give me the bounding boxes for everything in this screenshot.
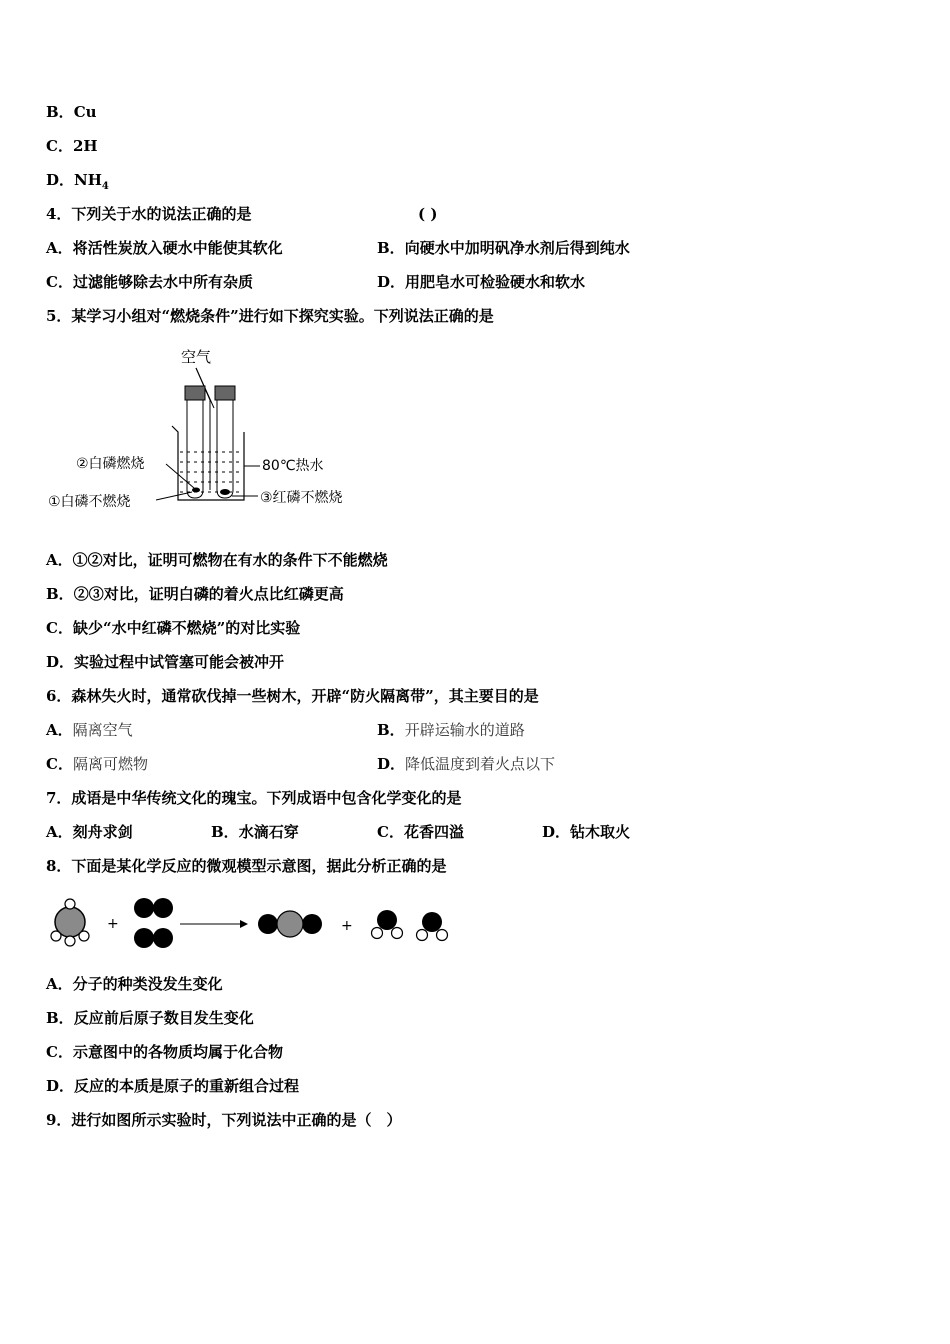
q4-option-c[interactable]: C．过滤能够除去水中所有杂质: [46, 273, 253, 291]
q8-option-a[interactable]: A．分子的种类没发生变化: [46, 975, 223, 993]
q7-option-b[interactable]: B．水滴石穿: [211, 823, 299, 841]
q6-option-d[interactable]: D．降低温度到着火点以下: [377, 755, 556, 773]
q4-option-d[interactable]: D．用肥皂水可检验硬水和软水: [377, 273, 586, 291]
q9-stem: 9．进行如图所示实验时，下列说法中正确的是（ ）: [46, 1111, 402, 1129]
q5-stem: 5．某学习小组对“燃烧条件”进行如下探究实验。下列说法正确的是: [46, 307, 494, 325]
plus-sign-2: +: [341, 918, 353, 934]
q6-option-b[interactable]: B．开辟运输水的道路: [377, 721, 525, 739]
reaction-micro-model-figure: [44, 892, 464, 960]
q5-option-a[interactable]: A．①②对比，证明可燃物在有水的条件下不能燃烧: [46, 551, 388, 569]
label-hot-water: 80℃热水: [262, 458, 324, 474]
q7-option-d[interactable]: D．钻木取火: [542, 823, 631, 841]
red-phosphorus: [220, 489, 230, 495]
q6-option-a[interactable]: A．隔离空气: [46, 721, 133, 739]
q4-answer-paren: ( ): [418, 205, 438, 223]
q6-options-row1: [46, 720, 906, 740]
q3-option-b[interactable]: B．Cu: [46, 103, 97, 121]
q5-option-d[interactable]: D．实验过程中试管塞可能会被冲开: [46, 653, 285, 671]
label-white-phosphorus-burning: ②白磷燃烧: [76, 456, 145, 472]
product-molecule-1: [258, 911, 322, 937]
q8-stem: 8．下面是某化学反应的微观模型示意图，据此分析正确的是: [46, 857, 447, 875]
white-phosphorus-in-water: [192, 488, 200, 493]
q4-option-a[interactable]: A．将活性炭放入硬水中能使其软化: [46, 239, 283, 257]
q7-option-a[interactable]: A．刻舟求剑: [46, 823, 133, 841]
q4-stem: 4．下列关于水的说法正确的是 ( ): [46, 205, 438, 223]
q5-option-b[interactable]: B．②③对比，证明白磷的着火点比红磷更高: [46, 585, 344, 603]
q5-option-c[interactable]: C．缺少“水中红磷不燃烧”的对比实验: [46, 619, 301, 637]
q8-option-b[interactable]: B．反应前后原子数目发生变化: [46, 1009, 254, 1027]
q4-option-b[interactable]: B．向硬水中加明矾净水剂后得到纯水: [377, 239, 630, 257]
left-stopper: [185, 386, 205, 400]
q7-option-c[interactable]: C．花香四溢: [377, 823, 464, 841]
left-test-tube: [187, 400, 203, 498]
plus-sign-1: +: [107, 916, 119, 932]
q7-stem: 7．成语是中华传统文化的瑰宝。下列成语中包含化学变化的是: [46, 789, 462, 807]
q8-option-c[interactable]: C．示意图中的各物质均属于化合物: [46, 1043, 283, 1061]
q6-option-c[interactable]: C．隔离可燃物: [46, 755, 148, 773]
q6-stem: 6．森林失火时，通常砍伐掉一些树木，开辟“防火隔离带”，其主要目的是: [46, 687, 539, 705]
q7-options-row: [46, 822, 906, 842]
q4-options-row2: [46, 272, 906, 292]
label-red-phosphorus-not-burning: ③红磷不燃烧: [260, 490, 343, 506]
combustion-experiment-figure: [44, 340, 384, 520]
q8-option-d[interactable]: D．反应的本质是原子的重新组合过程: [46, 1077, 300, 1095]
q6-options-row2: [46, 754, 906, 774]
q4-options-row1: [46, 238, 906, 258]
reactant-molecule-2: [134, 898, 173, 948]
product-molecule-2: [372, 910, 448, 941]
right-test-tube: [217, 400, 233, 498]
air-label: 空气: [180, 348, 212, 366]
q3-option-d[interactable]: D．$NH_4$: [46, 171, 109, 192]
q3-option-c[interactable]: C．2H: [46, 137, 98, 155]
reactant-molecule-1: [51, 899, 89, 946]
label-white-phosphorus-not-burning: ①白磷不燃烧: [48, 494, 131, 510]
right-stopper: [215, 386, 235, 400]
